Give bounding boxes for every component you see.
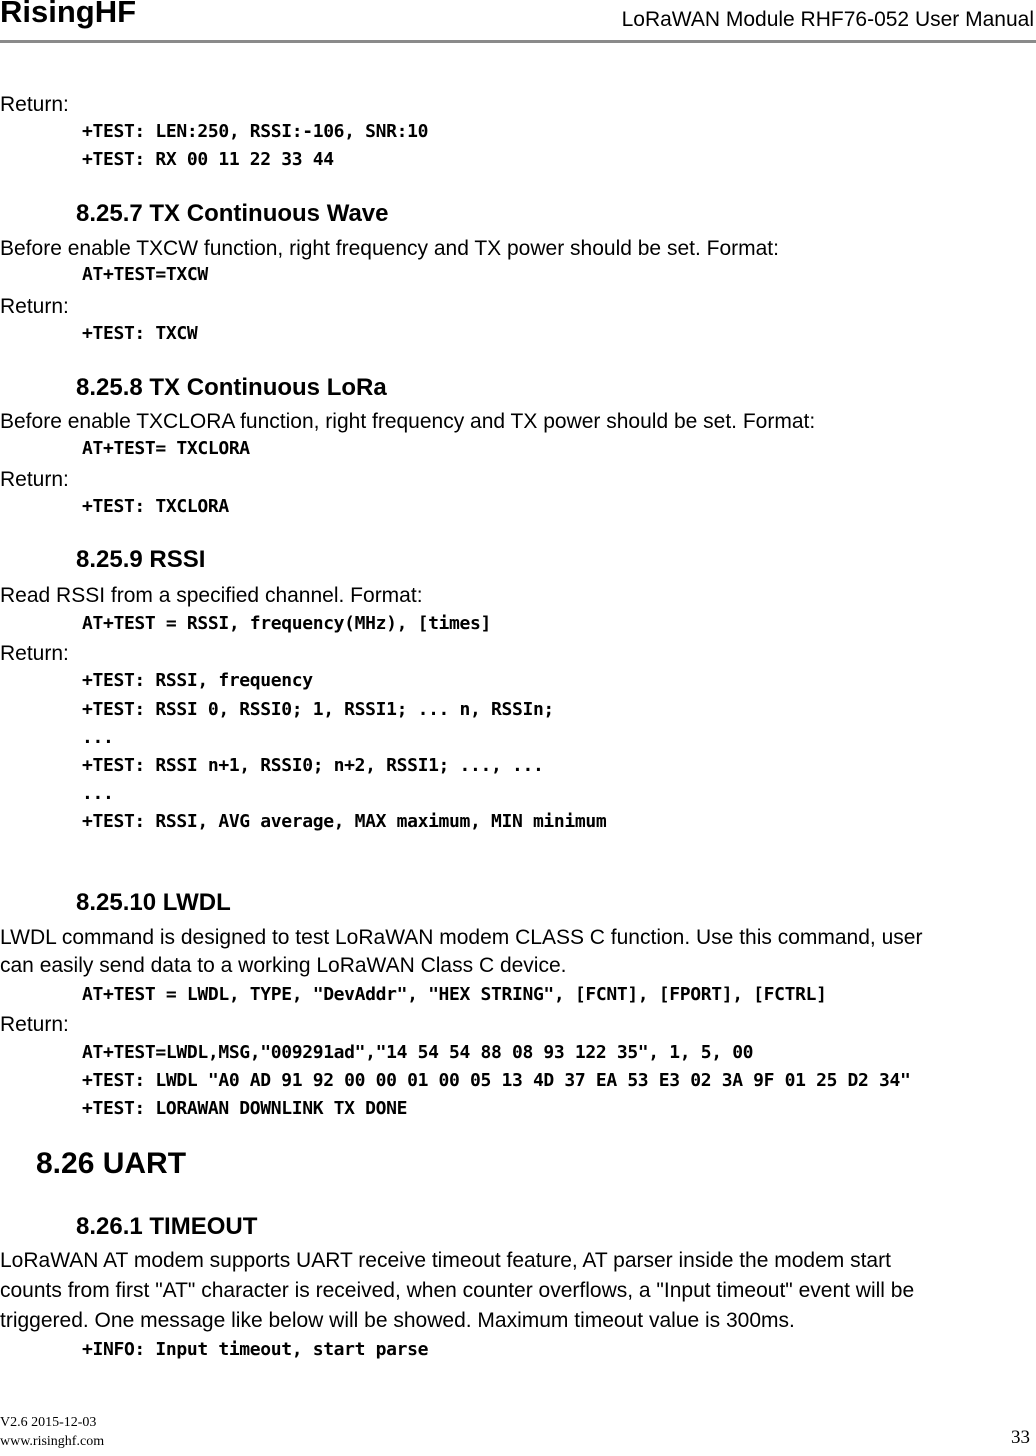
section-heading-rssi: 8.25.9 RSSI [76, 546, 206, 573]
code-line: ... [82, 783, 114, 804]
paragraph: Before enable TXCW function, right frequency and TX power should be set. Format: [0, 237, 779, 260]
return-label: Return: [0, 468, 69, 491]
code-line: AT+TEST = LWDL, TYPE, "DevAddr", "HEX STRING", [FCNT], [FPORT], [FCTRL] [82, 984, 827, 1005]
header-divider [0, 40, 1036, 43]
paragraph-line: triggered. One message like below will be showed. Maximum timeout value is 300ms. [0, 1309, 795, 1332]
code-line: +TEST: LWDL "A0 AD 91 92 00 00 01 00 05 13 4D 37 EA 53 E3 02 3A 9F 01 25 D2 34" [82, 1070, 911, 1091]
code-line: +TEST: RX 00 11 22 33 44 [82, 149, 334, 170]
code-line: +TEST: LEN:250, RSSI:-106, SNR:10 [82, 121, 429, 142]
footer-website: www.risinghf.com [0, 1434, 105, 1449]
paragraph-line: LWDL command is designed to test LoRaWAN modem CLASS C function. Use this command, user [0, 926, 923, 949]
code-line: AT+TEST = RSSI, frequency(MHz), [times] [82, 613, 491, 634]
code-line: +TEST: RSSI, AVG average, MAX maximum, MIN minimum [82, 811, 607, 832]
section-heading-txcw: 8.25.7 TX Continuous Wave [76, 200, 389, 227]
paragraph: Read RSSI from a specified channel. Format: [0, 584, 423, 607]
section-heading-uart: 8.26 UART [36, 1147, 187, 1180]
return-label: Return: [0, 295, 69, 318]
paragraph-line: can easily send data to a working LoRaWAN Class C device. [0, 954, 567, 977]
code-line: +TEST: RSSI n+1, RSSI0; n+2, RSSI1; ..., ... [82, 755, 544, 776]
page-number: 33 [1011, 1427, 1030, 1448]
paragraph-line: LoRaWAN AT modem supports UART receive timeout feature, AT parser inside the modem start [0, 1249, 891, 1272]
return-label: Return: [0, 1013, 69, 1036]
code-line: +TEST: TXCLORA [82, 496, 229, 517]
section-heading-txclora: 8.25.8 TX Continuous LoRa [76, 374, 387, 401]
section-heading-lwdl: 8.25.10 LWDL [76, 889, 231, 916]
paragraph: Before enable TXCLORA function, right frequency and TX power should be set. Format: [0, 410, 816, 433]
paragraph-line: counts from first "AT" character is received, when counter overflows, a "Input timeout" event will be [0, 1279, 915, 1302]
document-title: LoRaWAN Module RHF76-052 User Manual [621, 8, 1034, 31]
code-line: AT+TEST=LWDL,MSG,"009291ad","14 54 54 88 08 93 122 35", 1, 5, 00 [82, 1042, 754, 1063]
brand-logo-text: RisingHF [0, 0, 137, 29]
footer-version: V2.6 2015-12-03 [0, 1415, 97, 1430]
code-line: +TEST: TXCW [82, 323, 198, 344]
code-line: AT+TEST= TXCLORA [82, 438, 250, 459]
code-line: +TEST: RSSI 0, RSSI0; 1, RSSI1; ... n, RSSIn; [82, 699, 554, 720]
return-label: Return: [0, 93, 69, 116]
code-line: +TEST: RSSI, frequency [82, 670, 313, 691]
code-line: AT+TEST=TXCW [82, 264, 208, 285]
return-label: Return: [0, 642, 69, 665]
code-line: ... [82, 727, 114, 748]
section-heading-timeout: 8.26.1 TIMEOUT [76, 1213, 258, 1240]
code-line: +TEST: LORAWAN DOWNLINK TX DONE [82, 1098, 408, 1119]
code-line: +INFO: Input timeout, start parse [82, 1339, 429, 1360]
